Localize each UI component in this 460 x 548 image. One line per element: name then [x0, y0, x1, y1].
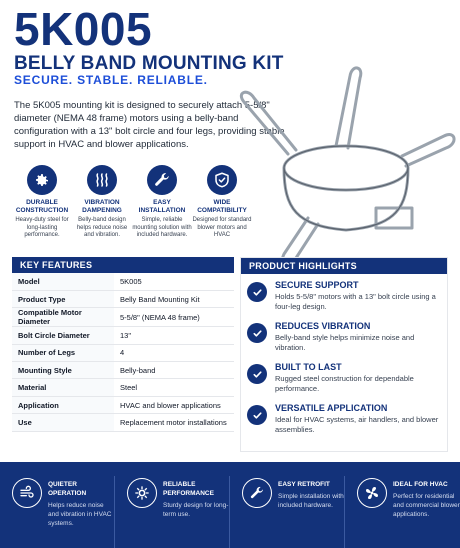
row-value: HVAC and blower applications — [114, 396, 234, 413]
footer-item-hvac — [345, 476, 460, 548]
row-value: Steel — [114, 379, 234, 396]
table-row — [12, 379, 234, 396]
feature-desc: Belly-band design helps reduce noise and vibration. — [76, 217, 128, 238]
highlight-title: REDUCES VIBRATION — [275, 321, 371, 331]
highlight-desc: Holds 5-5/8" motors with a 13" bolt circle using a four-leg design. — [275, 292, 436, 311]
highlight-desc: Belly-band style helps minimize noise and vibration. — [275, 333, 415, 352]
vibration-icon — [87, 165, 117, 195]
wrench-icon — [242, 478, 272, 508]
row-value: 4 — [114, 344, 234, 361]
feature-vibration — [72, 165, 132, 240]
row-value: Belly-band — [114, 362, 234, 379]
gear-icon — [27, 165, 57, 195]
key-features-table — [12, 273, 234, 432]
feature-desc: Heavy-duty steel for long-lasting performance. — [15, 217, 69, 238]
product-subtitle: BELLY BAND MOUNTING KIT — [14, 53, 284, 74]
table-row — [12, 396, 234, 413]
footer-desc: Sturdy design for long-term use. — [163, 502, 229, 518]
highlight-item — [247, 362, 441, 394]
table-row — [12, 414, 234, 431]
highlight-item — [247, 321, 441, 353]
row-label: Mounting Style — [12, 362, 114, 379]
table-row — [12, 308, 234, 327]
tagline: SECURE. STABLE. RELIABLE. — [14, 73, 208, 87]
table-row — [12, 290, 234, 307]
shield-icon — [207, 165, 237, 195]
footer-title: IDEAL FOR HVAC — [393, 481, 448, 488]
row-value: 5-5/8" (NEMA 48 frame) — [114, 308, 234, 327]
checkmark-icon — [247, 364, 267, 384]
feature-compatibility — [192, 165, 252, 240]
row-label: Application — [12, 396, 114, 413]
checkmark-icon — [247, 405, 267, 425]
highlight-desc: Ideal for HVAC systems, air handlers, and blower assemblies. — [275, 415, 439, 434]
highlight-title: SECURE SUPPORT — [275, 280, 359, 290]
key-features-panel — [12, 257, 234, 432]
footer-title: RELIABLE PERFORMANCE — [163, 481, 214, 497]
feature-desc: Designed for standard blower motors and HVAC — [192, 217, 252, 238]
row-label: Compatible Motor Diameter — [12, 308, 114, 327]
row-label: Bolt Circle Diameter — [12, 327, 114, 344]
row-value: 5K005 — [114, 273, 234, 290]
row-value: 13" — [114, 327, 234, 344]
row-label: Product Type — [12, 290, 114, 307]
highlight-title: VERSATILE APPLICATION — [275, 403, 388, 413]
row-value: Belly Band Mounting Kit — [114, 290, 234, 307]
feature-title: EASY INSTALLATION — [138, 199, 186, 214]
highlight-desc: Rugged steel construction for dependable performance. — [275, 374, 414, 393]
footer-title: QUIETER OPERATION — [48, 481, 87, 497]
row-label: Number of Legs — [12, 344, 114, 361]
table-row — [12, 362, 234, 379]
feature-installation — [132, 165, 192, 240]
key-features-heading: KEY FEATURES — [12, 257, 234, 273]
product-title: 5K005 — [14, 3, 153, 55]
row-label: Use — [12, 414, 114, 431]
feature-durable — [12, 165, 72, 240]
footer-item-retrofit — [230, 476, 345, 548]
intro-paragraph: The 5K005 mounting kit is designed to securely attach 5-5/8" diameter (NEMA 48 frame) motors using a belly-band configuration with a 13" bolt circle and four legs, providing stable support in HVAC and blower applications. — [14, 100, 285, 150]
row-value: Replacement motor installations — [114, 414, 234, 431]
gear-icon — [127, 478, 157, 508]
product-highlights-heading: PRODUCT HIGHLIGHTS — [241, 258, 447, 274]
wind-icon — [12, 478, 42, 508]
table-row — [12, 344, 234, 361]
mounting-kit-image — [226, 58, 460, 276]
row-label: Model — [12, 273, 114, 290]
feature-title: VIBRATION DAMPENING — [82, 199, 122, 214]
footer-item-quieter — [0, 476, 115, 548]
checkmark-icon — [247, 282, 267, 302]
feature-desc: Simple, reliable mounting solution with included hardware. — [132, 217, 192, 238]
highlight-title: BUILT TO LAST — [275, 362, 342, 372]
footer-desc: Simple installation with included hardware. — [278, 493, 344, 509]
checkmark-icon — [247, 323, 267, 343]
feature-title: WIDE COMPATIBILITY — [197, 199, 247, 214]
highlight-item — [247, 280, 441, 312]
product-highlights-panel — [240, 257, 448, 452]
footer-item-reliable — [115, 476, 230, 548]
table-row — [12, 273, 234, 290]
fan-icon — [357, 478, 387, 508]
wrench-icon — [147, 165, 177, 195]
highlight-item — [247, 403, 441, 435]
benefits-footer — [0, 462, 460, 548]
table-row — [12, 327, 234, 344]
feature-icons-row — [12, 165, 252, 240]
feature-title: DURABLE CONSTRUCTION — [15, 199, 69, 214]
footer-desc: Helps reduce noise and vibration in HVAC systems. — [48, 502, 112, 527]
footer-desc: Perfect for residential and commercial blower applications. — [393, 493, 460, 518]
footer-title: EASY RETROFIT — [278, 481, 330, 488]
row-label: Material — [12, 379, 114, 396]
